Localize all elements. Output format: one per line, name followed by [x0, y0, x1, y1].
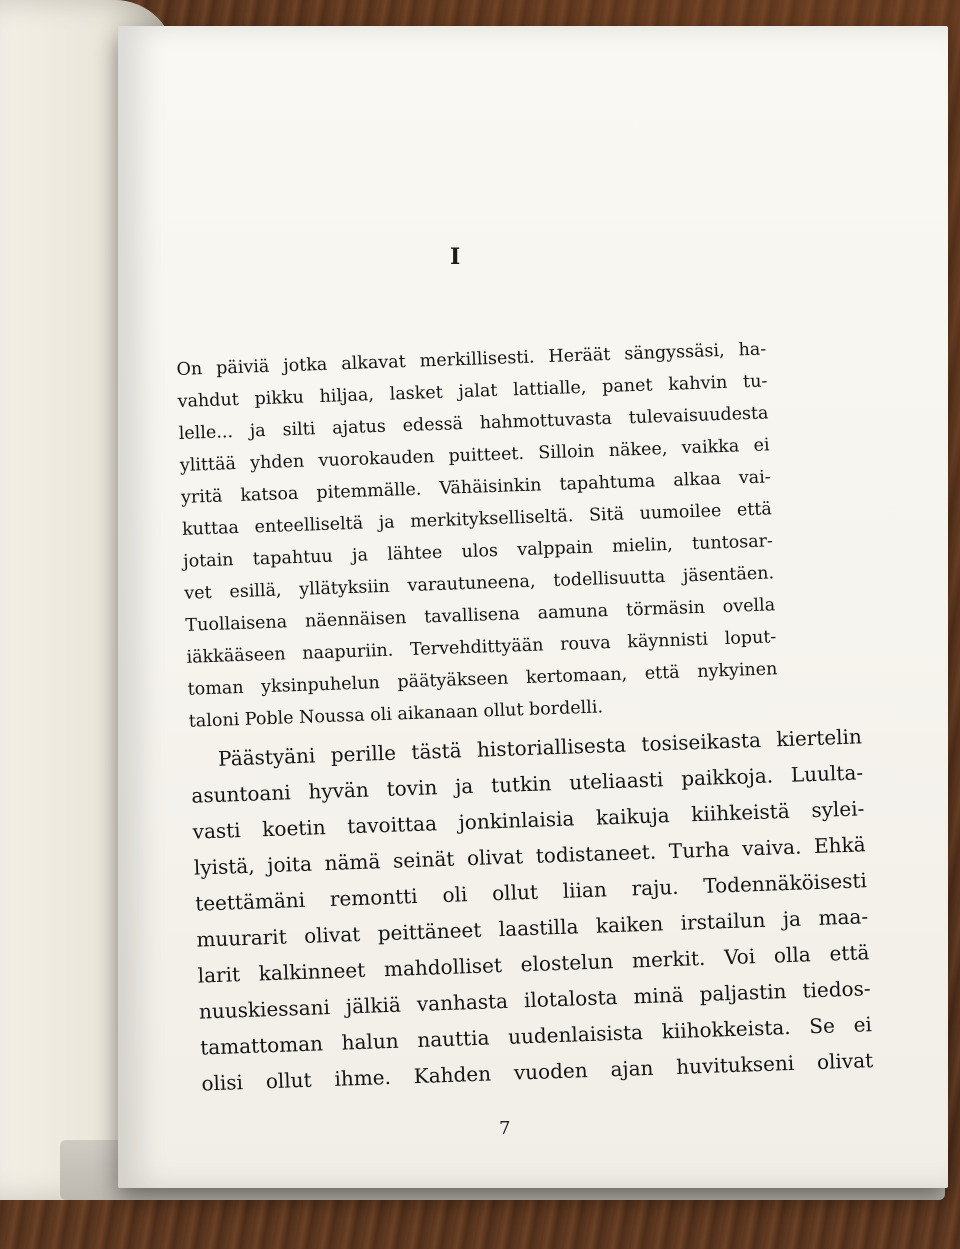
text-line: kuttaa enteelliseltä ja merkitykselliseltä. Sitä uumoilee että [181, 499, 773, 540]
text-line: muurarit olivat peittäneet laastilla kaiken irstailun ja maa- [196, 904, 869, 952]
body-text [176, 331, 874, 1102]
text-line: tamattoman halun nauttia uudenlaisista kiihokkeista. Se ei [199, 1012, 873, 1060]
text-line: vasti koetin tavoittaa jonkinlaisia kaikuja kiihkeistä sylei- [192, 796, 865, 844]
text-line: vahdut pikku hiljaa, lasket jalat lattialle, panet kahvin tu- [177, 371, 768, 412]
paragraph-1 [176, 331, 861, 738]
text-line: yritä katsoa pitemmälle. Vähäisinkin tapahtuma alkaa vai- [180, 467, 772, 508]
text-line: toman yksinpuhelun päätyäkseen kertomaan, että nykyinen [187, 659, 778, 700]
text-line: lyistä, joita nämä seinät olivat todistaneet. Turha vaiva. Ehkä [193, 832, 866, 880]
text-line: olisi ollut ihme. Kahden vuoden ajan huvitukseni olivat [201, 1048, 874, 1096]
text-line: Päästyäni perille tästä historiallisesta tosiseikasta kiertelin [217, 724, 863, 771]
chapter-number: I [450, 244, 461, 270]
text-line: lelle... ja silti ajatus edessä hahmottuvasta tulevaisuudesta [178, 403, 769, 444]
paragraph-2 [190, 718, 874, 1101]
text-line: asuntoani hyvän tovin ja tutkin uteliaasti paikkoja. Luulta- [191, 760, 864, 808]
text-line: ylittää yhden vuorokauden puitteet. Silloin näkee, vaikka ei [179, 435, 770, 476]
text-line: jotain tapahtuu ja lähtee ulos valppain mielin, tuntosar- [182, 531, 774, 572]
text-line: Tuollaisena näennäisen tavallisena aamuna törmäsin ovella [185, 595, 776, 636]
text-line: larit kalkinneet mahdolliset elostelun merkit. Voi olla että [197, 940, 870, 988]
text-line: nuuskiessani jälkiä vanhasta ilotalosta minä paljastin tiedos- [198, 976, 871, 1024]
text-line: taloni Poble Noussa oli aikanaan ollut bordelli. [188, 697, 604, 732]
page-number: 7 [499, 1118, 511, 1139]
text-line: On päiviä jotka alkavat merkillisesti. Heräät sängyssäsi, ha- [176, 339, 767, 380]
text-line: teettämäni remontti oli ollut liian raju. Todennäköisesti [194, 868, 868, 916]
text-line: vet esillä, yllätyksiin varautuneena, todellisuutta jäsentäen. [184, 563, 775, 604]
text-line: iäkkääseen naapuriin. Tervehdittyään rouva käynnisti loput- [186, 627, 777, 668]
